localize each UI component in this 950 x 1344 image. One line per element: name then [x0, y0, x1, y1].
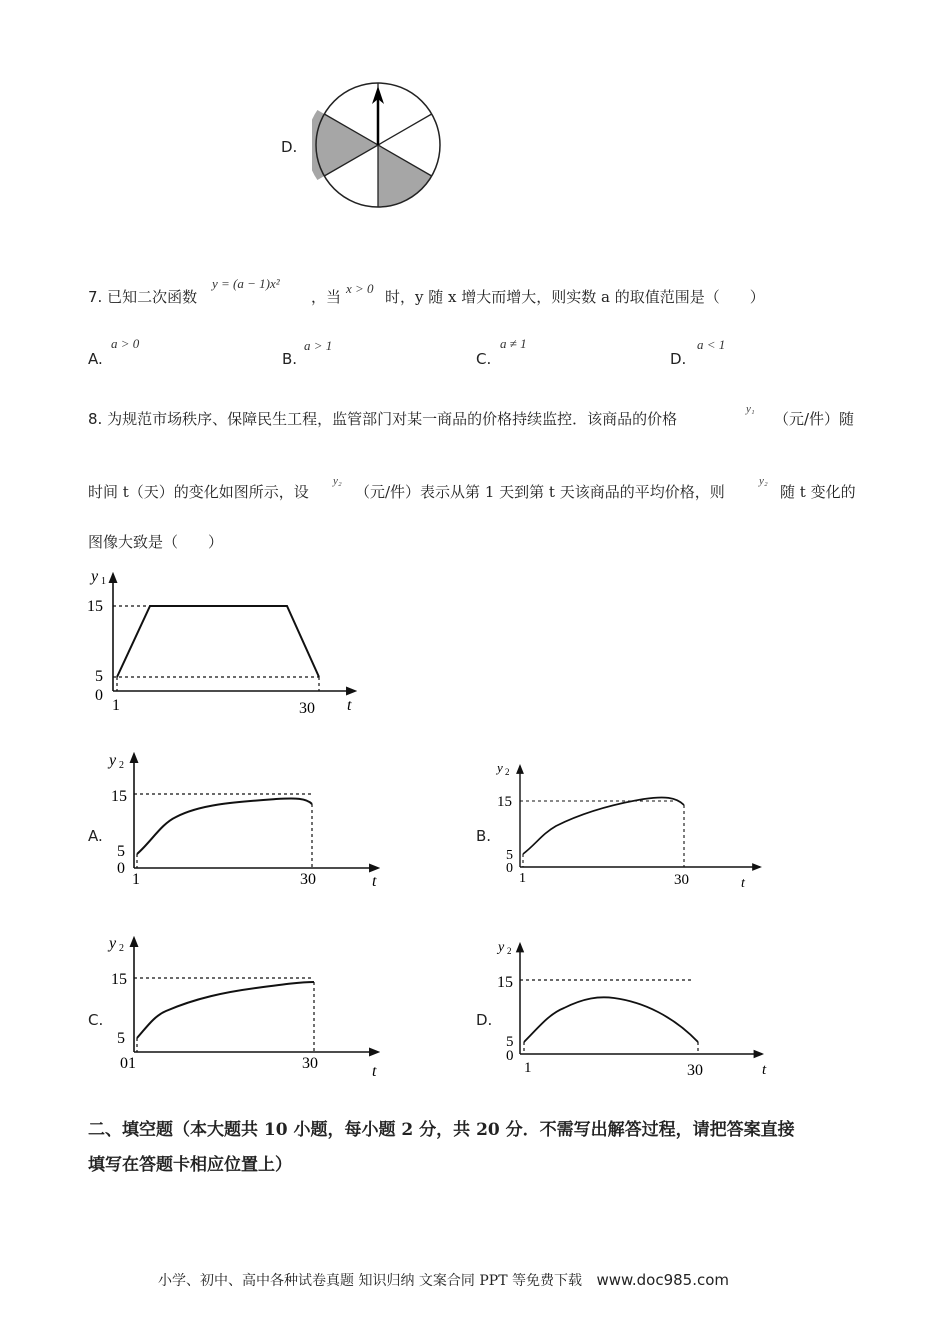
b-y-label: y	[497, 760, 503, 775]
q8-var-y1: y₁	[746, 403, 755, 415]
option-a-curve	[137, 799, 312, 854]
a-tick-30: 30	[300, 871, 316, 888]
a-x-label: t	[372, 873, 377, 890]
b-y-sub: 2	[505, 767, 510, 777]
y1-trapezoid-line	[117, 606, 319, 677]
d-tick-0: 0	[506, 1048, 514, 1064]
footer-text: 小学、初中、高中各种试卷真题 知识归纳 文案合同 PPT 等免费下载	[158, 1273, 582, 1289]
c-x-label: t	[372, 1063, 377, 1078]
q7-option-c-label: C.	[476, 350, 492, 368]
q8-number: 8.	[88, 410, 103, 428]
b-tick-5: 5	[506, 848, 513, 863]
q8-option-d-label: D.	[476, 1011, 493, 1029]
q8-line1: 为规范市场秩序、保障民生工程，监管部门对某一商品的价格持续监控．该商品的价格	[107, 410, 678, 428]
section-2-heading-line2: 填写在答题卡相应位置上）	[88, 1155, 292, 1175]
main-y-sub: 1	[101, 576, 106, 587]
q7-option-b-label: B.	[282, 350, 298, 368]
q7-text-a: 已知二次函数	[107, 288, 198, 306]
q7-option-c-value: a ≠ 1	[500, 336, 527, 351]
q8-line2-b: （元/件）表示从第 1 天到第 t 天该商品的平均价格，则	[355, 483, 725, 501]
q7-text-c: 时，	[385, 288, 416, 306]
b-x-label: t	[741, 876, 745, 891]
q7-option-b-value: a > 1	[304, 338, 333, 353]
d-y-label: y	[498, 940, 505, 955]
c-tick-5: 5	[117, 1030, 125, 1047]
q7-option-d-value: a < 1	[697, 337, 726, 352]
q7-option-a-label: A.	[88, 350, 103, 368]
q7-condition: x > 0	[346, 281, 374, 296]
c-tick-01: 01	[120, 1055, 136, 1072]
q8-var-y2-a: y₂	[333, 475, 342, 487]
footer-url[interactable]: www.doc985.com	[596, 1271, 730, 1289]
a-y-label: y	[109, 752, 117, 769]
q8-line2-c: 随 t 变化的	[780, 483, 856, 501]
c-tick-15: 15	[111, 971, 127, 988]
a-tick-0: 0	[117, 860, 125, 877]
main-tick-5: 5	[95, 668, 103, 685]
a-y-sub: 2	[119, 760, 124, 771]
q7-formula: y = (a − 1)x²	[212, 276, 280, 291]
q7-number: 7.	[88, 288, 103, 306]
a-tick-5: 5	[117, 843, 125, 860]
b-tick-0: 0	[506, 861, 513, 876]
b-tick-30: 30	[674, 872, 689, 888]
main-y-label: y	[91, 568, 99, 585]
q7-text-d: y 随 x 增大而增大，则实数 a 的取值范围是（ ）	[415, 288, 765, 306]
section-2-heading-line1: 二、填空题（本大题共 10 小题，每小题 2 分，共 20 分．不需写出解答过程，请把答案直接	[88, 1120, 795, 1140]
q7-text-b: ，当	[311, 288, 342, 306]
d-tick-30: 30	[687, 1062, 703, 1079]
a-tick-15: 15	[111, 788, 127, 805]
q8-option-a-label: A.	[88, 827, 103, 845]
q8-option-b-label: B.	[476, 827, 492, 845]
q7-option-a-value: a > 0	[111, 336, 140, 351]
d-tick-1: 1	[524, 1060, 532, 1076]
d-tick-5: 5	[506, 1034, 514, 1050]
c-y-sub: 2	[119, 943, 124, 954]
q8-option-d-graph	[494, 932, 784, 1082]
main-tick-30: 30	[299, 700, 315, 717]
q8-line2-a: 时间 t（天）的变化如图所示，设	[88, 483, 309, 501]
option-c-curve	[137, 982, 314, 1038]
d-y-sub: 2	[507, 946, 512, 956]
q8-main-graph	[85, 562, 375, 722]
q8-line1-tail: （元/件）随	[774, 410, 855, 428]
spinner-shaded-sector-left	[312, 110, 378, 180]
option-b-curve	[523, 797, 684, 854]
b-tick-15: 15	[497, 794, 512, 810]
q8-option-c-graph	[106, 928, 396, 1078]
q8-option-b-graph	[494, 754, 784, 894]
spinner-shaded-sector-right	[378, 145, 432, 207]
spinner-figure	[312, 82, 446, 212]
q8-option-c-label: C.	[88, 1011, 104, 1029]
main-tick-1: 1	[112, 697, 120, 714]
main-tick-0: 0	[95, 687, 103, 704]
q7-option-d-label: D.	[670, 350, 687, 368]
q8-var-y2-b: y₂	[759, 475, 768, 487]
main-tick-15: 15	[87, 598, 103, 615]
c-y-label: y	[109, 935, 117, 952]
option-d-curve	[524, 997, 698, 1042]
b-tick-1: 1	[519, 871, 526, 886]
q8-option-a-graph	[106, 742, 396, 892]
a-tick-1: 1	[132, 871, 140, 888]
d-tick-15: 15	[497, 974, 513, 991]
q6-option-d-label: D.	[281, 138, 298, 156]
q8-line3: 图像大致是（ ）	[88, 533, 224, 551]
main-x-label: t	[347, 697, 352, 714]
d-x-label: t	[762, 1062, 767, 1078]
c-tick-30: 30	[302, 1055, 318, 1072]
